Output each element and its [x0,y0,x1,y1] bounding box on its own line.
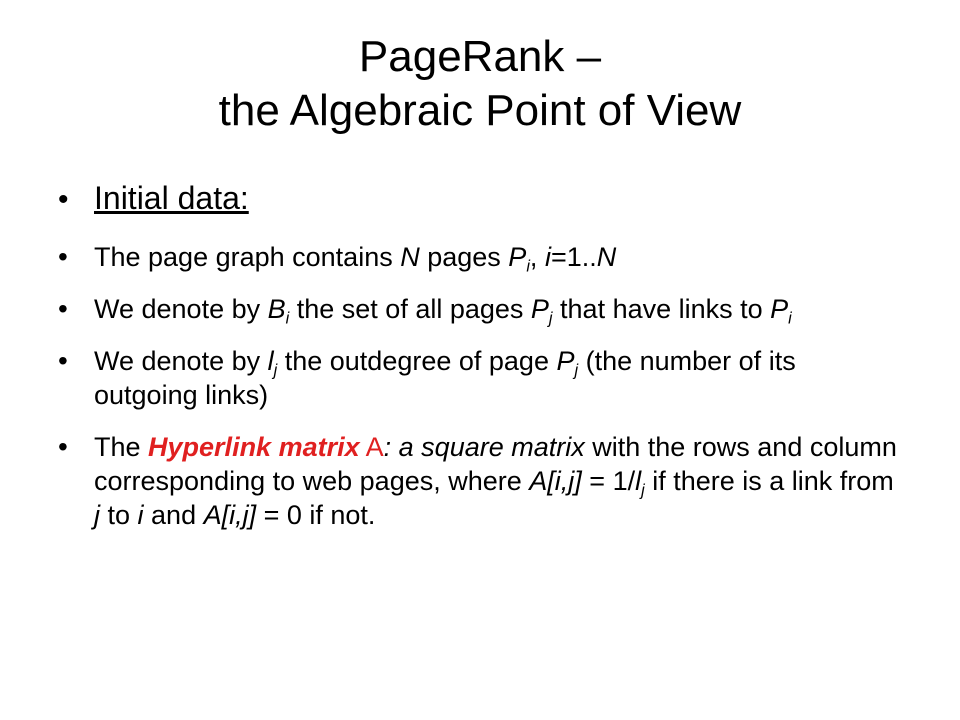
text: : a square matrix [383,432,585,462]
text: , [529,242,545,272]
bullet-hyperlink-matrix [58,430,898,532]
var-l: l [635,466,642,496]
bullet-page-graph [58,240,898,274]
bullet-initial-data [58,178,898,218]
text: The [94,432,149,462]
bullet-set-b [58,292,898,326]
subscript-i: i [526,257,530,276]
subscript-j: j [273,361,278,380]
text: (the number of its outgoing links) [94,346,796,410]
bullet-glyph: • [58,183,69,216]
bullet-glyph: • [58,241,68,272]
var-Aij: A[i,j] [203,500,257,530]
var-N: N [596,242,617,272]
initial-data-heading: Initial data: [94,180,249,216]
var-A: A [359,432,384,462]
slide-title [0,30,960,138]
text: and [143,500,204,530]
bullet-list [58,178,898,550]
text: to [100,500,138,530]
title-line-1: PageRank – [358,32,602,81]
bullet-glyph: • [58,293,68,324]
subscript-j: j [641,481,645,500]
var-B: B [267,294,286,324]
text: the set of all pages [289,294,531,324]
var-P: P [770,294,789,324]
var-P: P [508,242,527,272]
var-i: i [544,242,551,272]
text: that have links to [552,294,771,324]
bullet-glyph: • [58,431,68,462]
text: with the rows and column corresponding to web pages, where [94,432,897,496]
var-P: P [556,346,575,376]
subscript-i: i [788,309,792,328]
text: The page graph contains [94,242,401,272]
bullet-outdegree [58,344,898,412]
subscript-j: j [574,361,579,380]
subscript-i: i [285,309,290,328]
var-l: l [267,346,274,376]
subscript-j: j [548,309,553,328]
text: pages [419,242,509,272]
bullet-glyph: • [58,345,68,376]
var-N: N [400,242,420,272]
text: if there is a link from [644,466,894,496]
title-line-2: the Algebraic Point of View [218,86,742,135]
var-P: P [530,294,549,324]
text: We denote by [94,294,268,324]
var-Aij: A[i,j] [529,466,582,496]
text: =1.. [550,242,597,272]
text: the outdegree of page [277,346,557,376]
text: = 1/ [581,466,636,496]
text: = 0 if not. [256,500,376,530]
hyperlink-matrix-term: Hyperlink matrix [148,432,360,462]
text: We denote by [94,346,268,376]
var-j: j [94,500,100,530]
var-i: i [137,500,144,530]
